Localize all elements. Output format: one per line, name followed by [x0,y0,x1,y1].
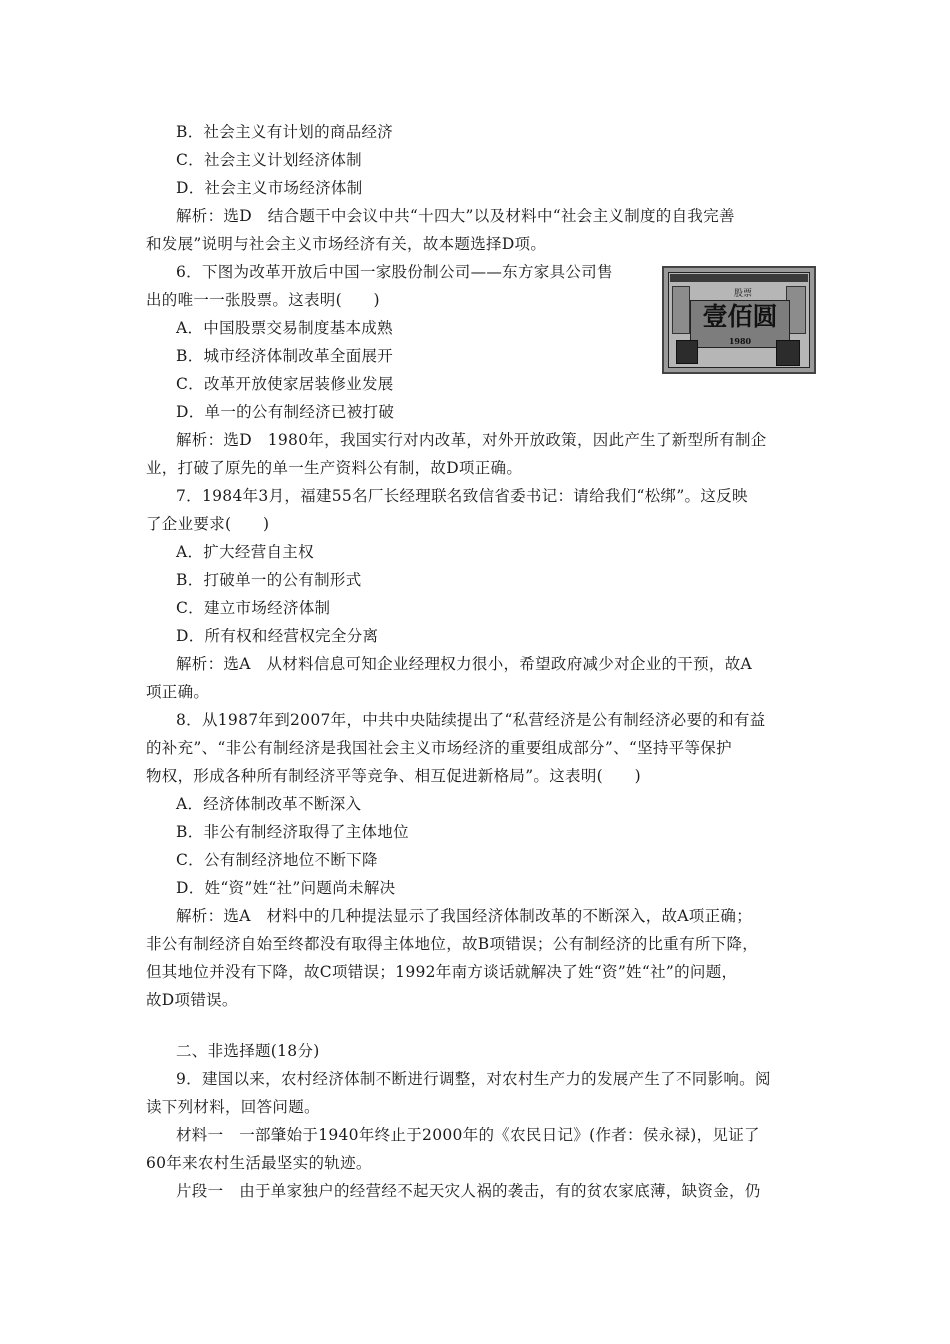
q8-analysis-line: 非公有制经济自始至终都没有取得主体地位，故B项错误；公有制经济的比重有所下降， [146,935,759,953]
q7-analysis-line: 解析：选A 从材料信息可知企业经理权力很小，希望政府减少对企业的干预，故A [176,655,752,673]
q8-analysis-line: 解析：选A 材料中的几种提法显示了我国经济体制改革的不断深入，故A项正确； [176,907,752,925]
stock-denomination [690,300,790,348]
stock-header-band [670,274,808,282]
material-one-line: 材料一 一部肇始于1940年终止于2000年的《农民日记》(作者：侯永禄)，见证了 [176,1126,760,1144]
q7-option-c: C．建立市场经济体制 [176,599,331,617]
q6-option-c: C．改革开放使家居装修业发展 [176,375,394,393]
q7-stem-line: 了企业要求( ) [146,515,270,533]
material-one-line: 60年来农村生活最坚实的轨迹。 [146,1154,372,1172]
q6-option-d: D．单一的公有制经济已被打破 [176,403,395,421]
q5-option-c: C．社会主义计划经济体制 [176,151,362,169]
stock-year: 1980 [728,336,752,346]
q8-option-b: B．非公有制经济取得了主体地位 [176,823,409,841]
q9-stem-line: 读下列材料，回答问题。 [146,1098,320,1116]
q8-option-d: D．姓“资”姓“社”问题尚未解决 [176,879,396,897]
q6-option-a: A．中国股票交易制度基本成熟 [176,319,393,337]
q5-option-d: D．社会主义市场经济体制 [176,179,363,197]
q8-stem-line: 的补充”、“非公有制经济是我国社会主义市场经济的重要组成部分”、“坚持平等保护 [146,739,732,757]
q7-option-a: A．扩大经营自主权 [176,543,314,561]
fragment-one-line: 片段一 由于单家独户的经营经不起天灾人祸的袭击，有的贫农家底薄，缺资金，仍 [176,1182,761,1200]
q5-analysis-line: 解析：选D 结合题干中会议中共“十四大”以及材料中“社会主义制度的自我完善 [176,207,735,225]
q7-option-d: D．所有权和经营权完全分离 [176,627,379,645]
q8-analysis-line: 但其地位并没有下降，故C项错误；1992年南方谈话就解决了姓“资”姓“社”的问题， [146,963,738,981]
stock-certificate-image [662,266,816,374]
stock-left-seal [676,340,698,364]
q7-stem-line: 7．1984年3月，福建55名厂长经理联名致信省委书记：请给我们“松绑”。这反映 [176,487,748,505]
stock-header-label: 股票 [734,289,753,299]
q6-analysis-line: 解析：选D 1980年，我国实行对内改革，对外开放政策，因此产生了新型所有制企 [176,431,767,449]
q5-option-b: B．社会主义有计划的商品经济 [176,123,394,141]
q8-stem-line: 8．从1987年到2007年，中共中央陆续提出了“私营经济是公有制经济必要的和有益 [176,711,766,729]
q7-analysis-line: 项正确。 [146,683,210,701]
q7-option-b: B．打破单一的公有制形式 [176,571,362,589]
q6-stem-line: 6．下图为改革开放后中国一家股份制公司——东方家具公司售 [176,263,613,281]
q9-stem-line: 9．建国以来，农村经济体制不断进行调整，对农村生产力的发展产生了不同影响。阅 [176,1070,771,1088]
q8-analysis-line: 故D项错误。 [146,991,238,1009]
stock-left-panel [672,286,690,334]
stock-denomination-text: 壹佰圆 [702,302,778,331]
q8-option-c: C．公有制经济地位不断下降 [176,851,378,869]
q8-option-a: A．经济体制改革不断深入 [176,795,362,813]
q5-analysis-line: 和发展”说明与社会主义市场经济有关，故本题选择D项。 [146,235,547,253]
section-heading: 二、非选择题(18分) [176,1042,320,1060]
q8-stem-line: 物权，形成各种所有制经济平等竞争、相互促进新格局”。这表明( ) [146,767,641,785]
q6-analysis-line: 业，打破了原先的单一生产资料公有制，故D项正确。 [146,459,523,477]
stock-right-seal [776,340,800,366]
q6-stem-line: 出的唯一一张股票。这表明( ) [146,291,380,309]
q6-option-b: B．城市经济体制改革全面展开 [176,347,394,365]
